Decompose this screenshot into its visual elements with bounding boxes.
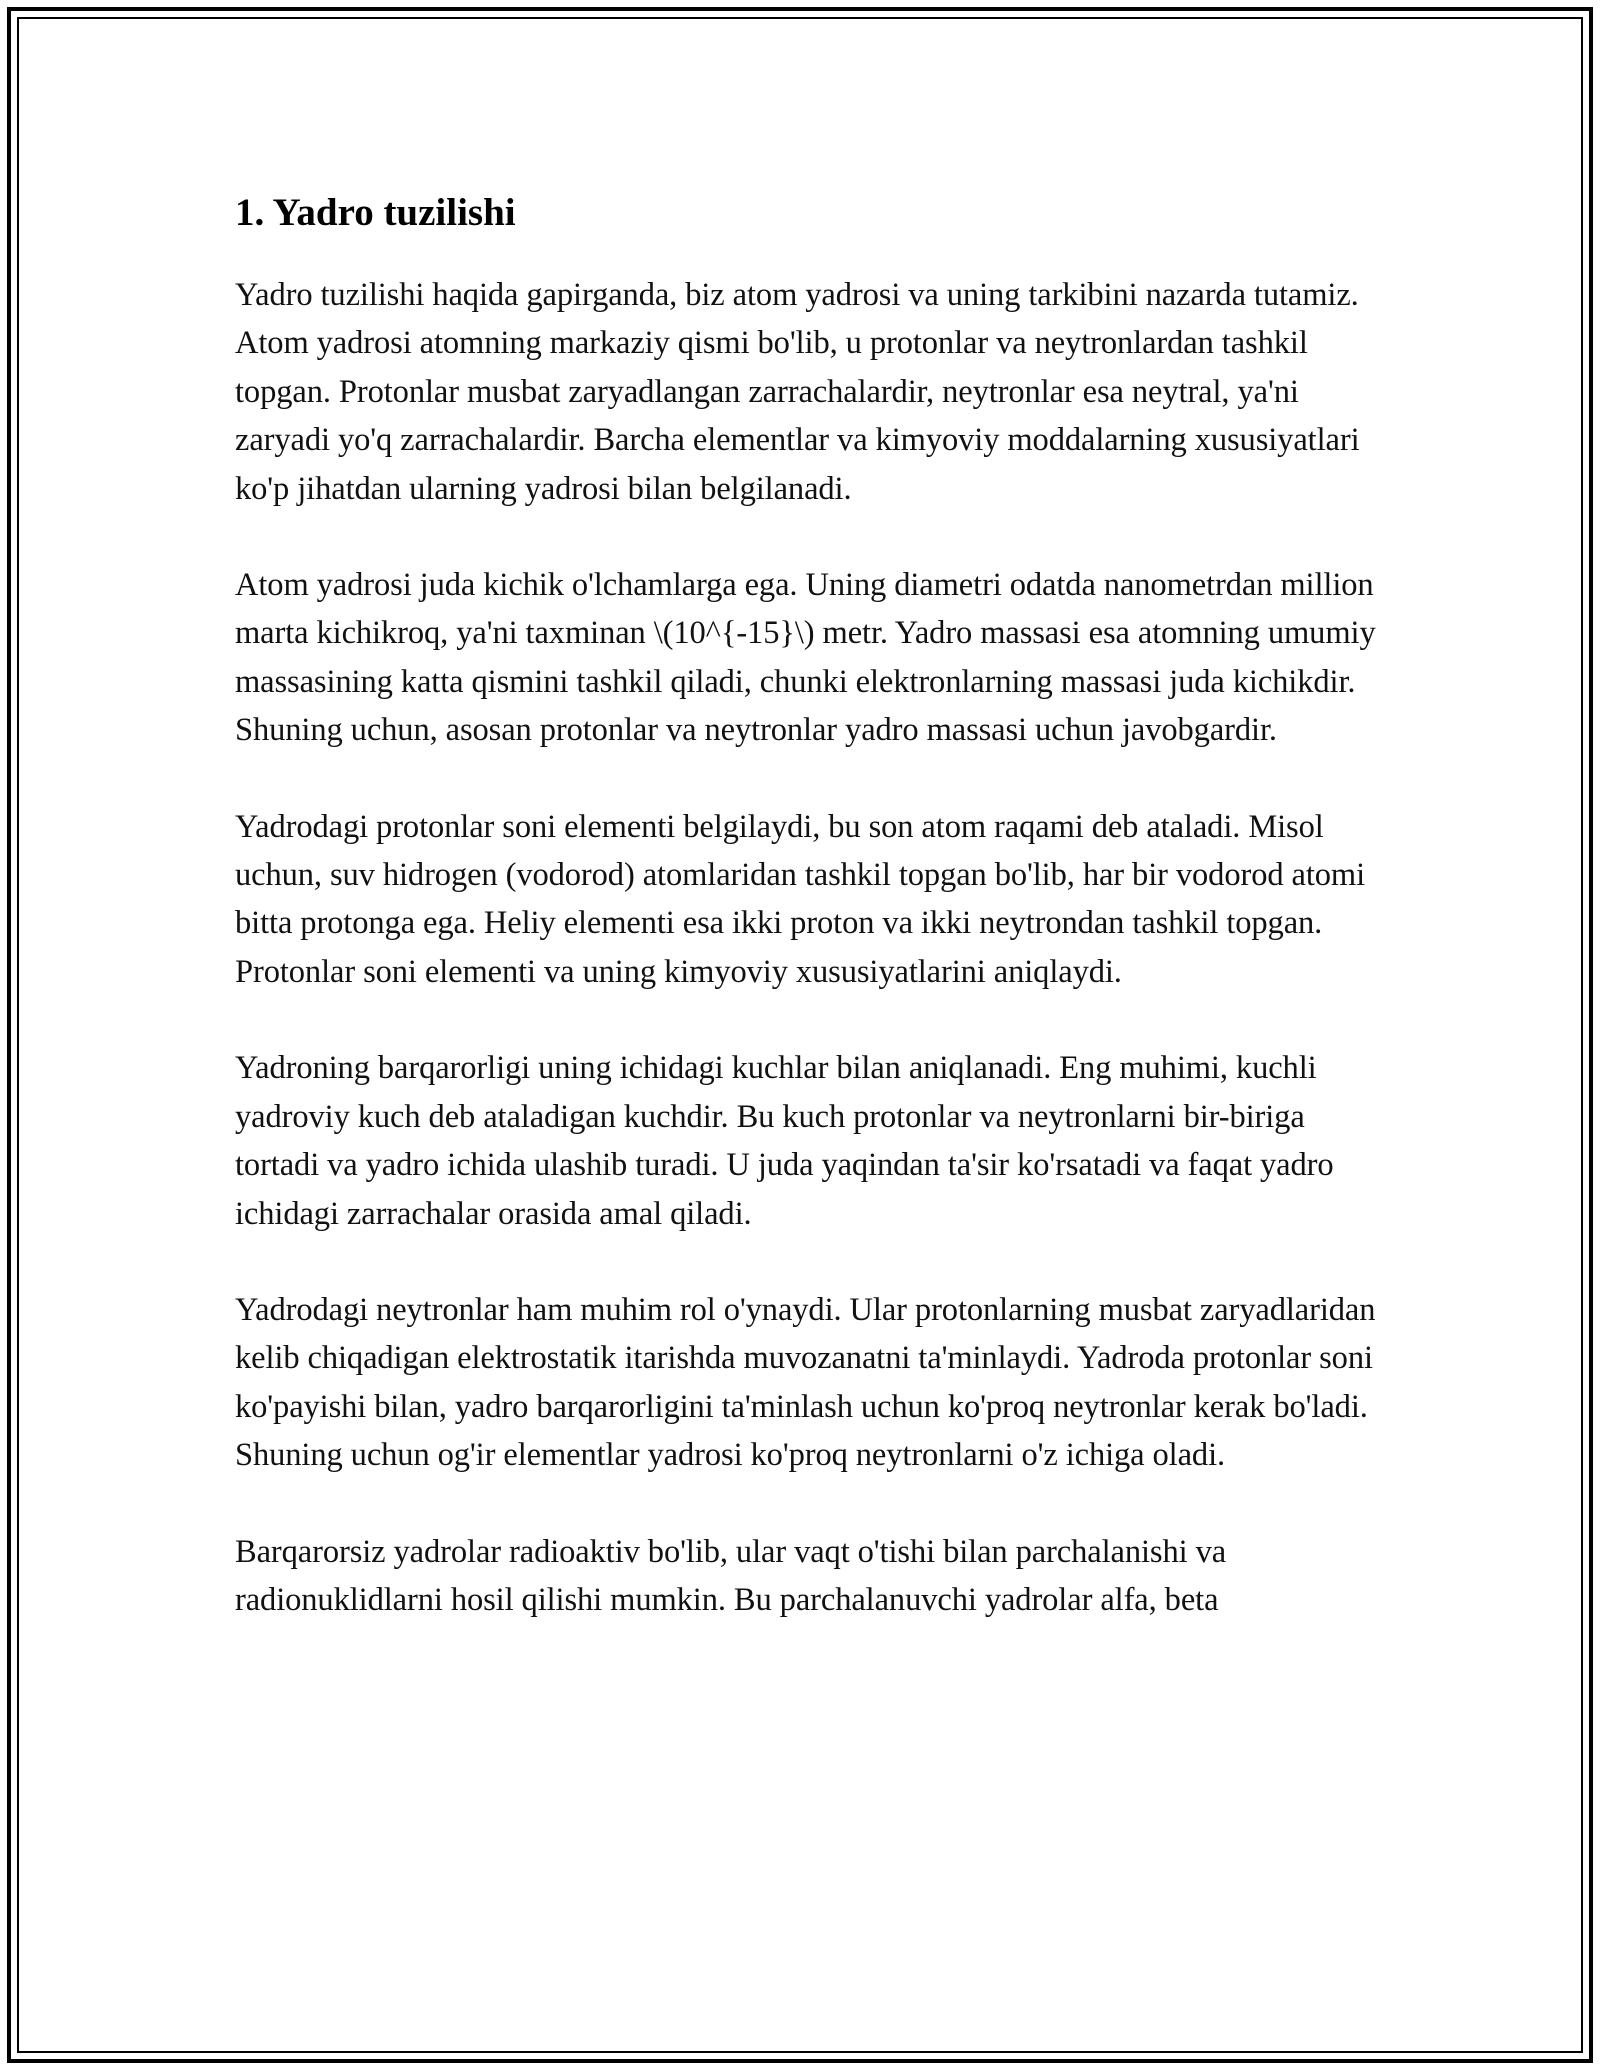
paragraph-6: Barqarorsiz yadrolar radioaktiv bo'lib, ular vaqt o'tishi bilan parchalanishi va radionuklidlarni hosil qilishi mumkin. Bu parchalanuvchi yadrolar alfa, beta [235,1533,1227,1618]
paragraph-2: Atom yadrosi juda kichik o'lchamlarga ega. Uning diametri odatda nanometrdan million marta kichikroq, ya'ni taxminan \(10^{-15}\) metr. Yadro massasi esa atomning umumiy massasining katta qismini tashkil qiladi, chunki elektronlarning massasi juda kichikdir. Shuning uchun, asosan protonlar va neytronlar yadro massasi uchun javobgardir. [235,567,1376,749]
paragraph-1: Yadro tuzilishi haqida gapirganda, biz atom yadrosi va uning tarkibini nazarda tutamiz. Atom yadrosi atomning markaziy qismi bo'lib, u protonlar va neytronlardan tashkil topgan. Protonlar musbat zaryadlangan zarrachalardir, neytronlar esa neytral, ya'ni zaryadi yo'q zarrachalardir. Barcha elementlar va kimyoviy moddalarning xususiyatlari ko'p jihatdan ularning yadrosi bilan belgilanadi. [235,277,1360,507]
paragraph-5: Yadrodagi neytronlar ham muhim rol o'ynaydi. Ular protonlarning musbat zaryadlaridan kelib chiqadigan elektrostatik itarishda muvozanatni ta'minlaydi. Yadroda protonlar soni ko'payishi bilan, yadro barqarorligini ta'minlash uchun ko'proq neytronlar kerak bo'ladi. Shuning uchun og'ir elementlar yadrosi ko'proq neytronlarni o'z ichiga oladi. [235,1291,1376,1474]
document-body [235,185,1385,1672]
section-heading: 1. Yadro tuzilishi [235,191,516,234]
paragraph-4: Yadroning barqarorligi uning ichidagi kuchlar bilan aniqlanadi. Eng muhimi, kuchli yadroviy kuch deb ataladigan kuchdir. Bu kuch protonlar va neytronlarni bir-biriga tortadi va yadro ichida ulashib turadi. U juda yaqindan ta'sir ko'rsatadi va faqat yadro ichidagi zarrachalar orasida amal qiladi. [235,1050,1334,1232]
paragraph-3: Yadrodagi protonlar soni elementi belgilaydi, bu son atom raqami deb ataladi. Misol uchun, suv hidrogen (vodorod) atomlaridan tashkil topgan bo'lib, har bir vodorod atomi bitta protonga ega. Heliy elementi esa ikki proton va ikki neytrondan tashkil topgan. Protonlar soni elementi va uning kimyoviy xususiyatlarini aniqlaydi. [235,808,1366,990]
